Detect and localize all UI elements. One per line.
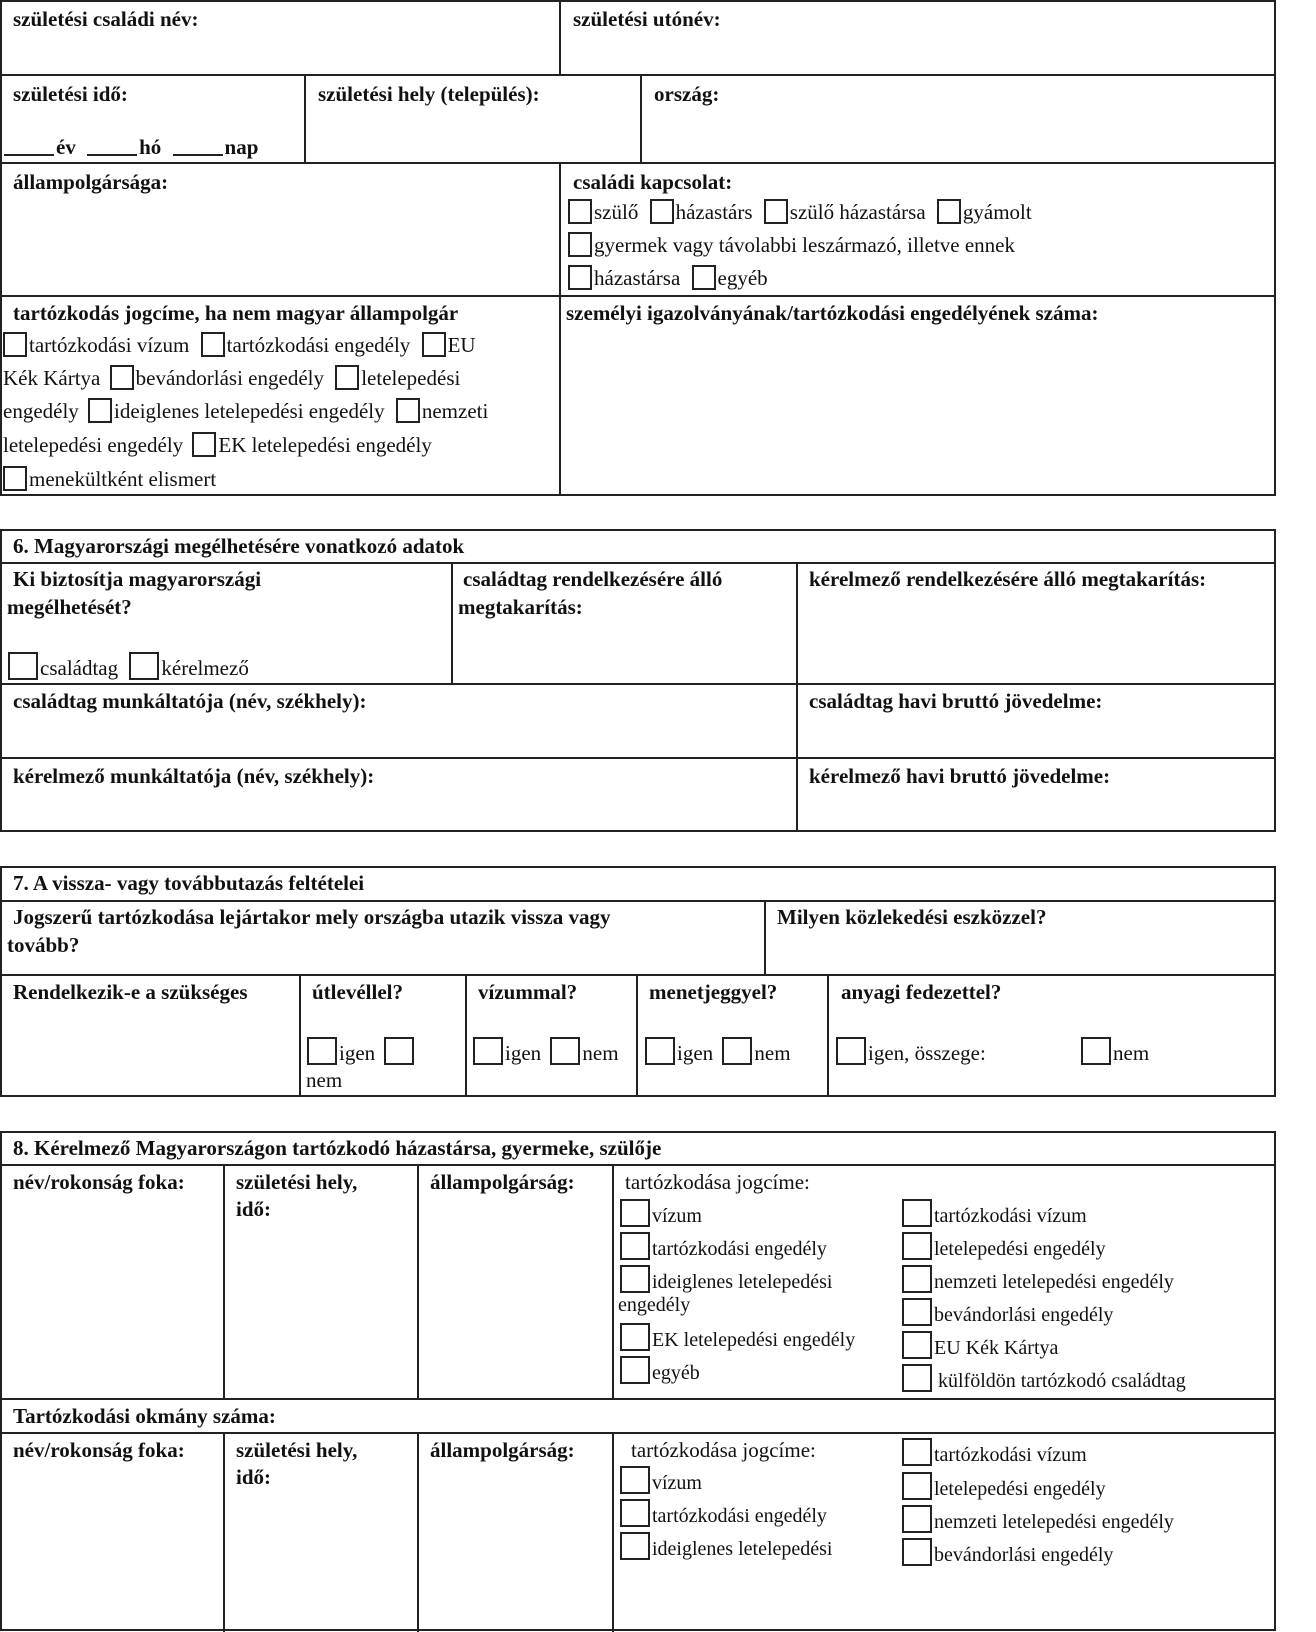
visa-no-label: nem xyxy=(582,1041,619,1065)
r1-visa-label: vízum xyxy=(652,1205,702,1227)
r2-permit-checkbox[interactable] xyxy=(620,1499,650,1527)
row-divider xyxy=(0,1398,1276,1400)
ticket-label: menetjeggyel? xyxy=(649,980,778,1004)
applicant-savings-label: kérelmező rendelkezésére álló megtakarítás: xyxy=(809,567,1207,591)
r1-res-visa-label: tartózkodási vízum xyxy=(934,1205,1087,1227)
r2-nat-label: nemzeti letelepedési engedély xyxy=(934,1511,1174,1533)
r2-settle-option xyxy=(902,1472,1106,1501)
r1-eu-checkbox[interactable] xyxy=(902,1331,932,1359)
applicant-checkbox[interactable] xyxy=(129,652,159,680)
r2-settle-checkbox[interactable] xyxy=(902,1472,932,1500)
relative-basis-label: tartózkodása jogcíme: xyxy=(625,1170,810,1194)
r1-res-visa-checkbox[interactable] xyxy=(902,1199,932,1227)
settlement-permit-label-cont: engedély xyxy=(3,399,79,423)
r1-ek-option xyxy=(620,1323,855,1352)
funds-options xyxy=(836,1037,986,1066)
relative-name-label: név/rokonság foka: xyxy=(13,1170,185,1194)
r1-visa-checkbox[interactable] xyxy=(620,1199,650,1227)
transport-question: Milyen közlekedési eszközzel? xyxy=(777,905,1047,929)
family-savings-label-1: családtag rendelkezésére álló xyxy=(463,567,723,591)
section-8-title: 8. Kérelmező Magyarországon tartózkodó házastársa, gyermeke, szülője xyxy=(13,1136,662,1160)
month-label: hó xyxy=(139,135,162,159)
r1-temp-label: ideiglenes letelepedési xyxy=(652,1271,833,1293)
col-divider xyxy=(417,1164,419,1398)
family-income-label: családtag havi bruttó jövedelme: xyxy=(809,689,1103,713)
r2-immig-checkbox[interactable] xyxy=(902,1538,932,1566)
r2-temp-checkbox[interactable] xyxy=(620,1532,650,1560)
row-divider xyxy=(0,757,1276,759)
parent-spouse-checkbox[interactable] xyxy=(764,199,788,224)
ticket-options xyxy=(645,1037,791,1066)
residence-permit-label: tartózkodási engedély xyxy=(226,333,411,357)
temp-settlement-checkbox[interactable] xyxy=(88,398,112,423)
col-divider xyxy=(304,74,306,162)
col-divider xyxy=(465,974,467,1097)
r2-temp-option xyxy=(620,1532,832,1561)
col-divider xyxy=(764,900,766,974)
relative-birth-label-2: idő: xyxy=(236,1197,272,1221)
applicant-label: kérelmező xyxy=(161,656,249,680)
spouse-checkbox[interactable] xyxy=(650,199,674,224)
funds-label: anyagi fedezettel? xyxy=(841,980,1002,1004)
visa-yes-checkbox[interactable] xyxy=(473,1037,503,1065)
col-divider xyxy=(559,162,561,496)
col-divider xyxy=(636,974,638,1097)
r1-nat-label: nemzeti letelepedési engedély xyxy=(934,1271,1174,1293)
r2-res-visa-checkbox[interactable] xyxy=(902,1438,932,1466)
child-option-label: gyermek vagy távolabbi leszármazó, illetve ennek xyxy=(594,233,1015,257)
day-blank[interactable] xyxy=(173,154,223,156)
r1-permit-label: tartózkodási engedély xyxy=(652,1238,827,1260)
visa-no-checkbox[interactable] xyxy=(550,1037,580,1065)
birth-date-label: születési idő: xyxy=(13,82,128,106)
ward-checkbox[interactable] xyxy=(937,199,961,224)
r2-nat-checkbox[interactable] xyxy=(902,1505,932,1533)
family-member-label: családtag xyxy=(40,656,119,680)
spouse-option-label: házastárs xyxy=(675,200,753,224)
r2-permit-label: tartózkodási engedély xyxy=(652,1505,827,1527)
provider-options xyxy=(8,652,249,681)
residence-visa-checkbox[interactable] xyxy=(3,332,27,357)
residence-row-2 xyxy=(3,365,460,391)
r1-eu-label: EU Kék Kártya xyxy=(934,1337,1059,1359)
id-number-label: személyi igazolványának/tartózkodási engedélyének száma: xyxy=(566,301,1099,325)
r1-eu-option xyxy=(902,1331,1058,1360)
r1-immig-option xyxy=(902,1298,1113,1327)
family-member-checkbox[interactable] xyxy=(8,652,38,680)
birth-place-label: születési hely (település): xyxy=(318,82,540,106)
r2-res-visa-option xyxy=(902,1438,1087,1467)
national-settlement-label: nemzeti xyxy=(421,399,489,423)
r1-other-option xyxy=(620,1356,700,1385)
r2-immig-label: bevándorlási engedély xyxy=(934,1544,1114,1566)
year-label: év xyxy=(56,135,76,159)
refugee-checkbox[interactable] xyxy=(3,466,27,491)
citizenship-label: állampolgársága: xyxy=(13,170,169,194)
r1-abroad-label: külföldön tartózkodó családtag xyxy=(938,1370,1186,1392)
national-settlement-checkbox[interactable] xyxy=(396,398,420,423)
col-divider xyxy=(559,0,561,74)
applicant-income-label: kérelmező havi bruttó jövedelme: xyxy=(809,764,1111,788)
r1-visa-option xyxy=(620,1199,702,1228)
immigration-permit-checkbox[interactable] xyxy=(110,365,134,390)
r1-other-label: egyéb xyxy=(652,1362,700,1384)
col-divider xyxy=(612,1164,614,1398)
r1-other-checkbox[interactable] xyxy=(620,1356,650,1384)
eu-blue-card-label-cont: Kék Kártya xyxy=(3,366,101,390)
relative-2-basis-label: tartózkodása jogcíme: xyxy=(631,1438,816,1462)
col-divider xyxy=(223,1432,225,1632)
r2-temp-label: ideiglenes letelepedési xyxy=(652,1538,833,1560)
eu-blue-card-label: EU xyxy=(447,333,476,357)
refugee-label: menekültként elismert xyxy=(29,467,217,491)
birth-date-fields xyxy=(4,135,258,160)
row-divider xyxy=(0,1164,1276,1166)
residence-row-3 xyxy=(3,398,488,424)
relative-citizenship-label: állampolgárság: xyxy=(430,1170,575,1194)
ticket-yes-checkbox[interactable] xyxy=(645,1037,675,1065)
ek-settlement-label: EK letelepedési engedély xyxy=(218,433,432,457)
relation-row-3 xyxy=(568,265,768,291)
applicant-employer-label: kérelmező munkáltatója (név, székhely): xyxy=(13,764,375,788)
r1-nat-checkbox[interactable] xyxy=(902,1265,932,1293)
r1-res-visa-option xyxy=(902,1199,1087,1228)
return-country-question-2: tovább? xyxy=(7,933,80,957)
r1-temp-option xyxy=(620,1265,832,1294)
r1-ek-checkbox[interactable] xyxy=(620,1323,650,1351)
passport-label: útlevéllel? xyxy=(312,980,403,1004)
col-divider xyxy=(612,1432,614,1632)
col-divider xyxy=(640,74,642,162)
row-divider xyxy=(0,900,1276,902)
has-required-label: Rendelkezik-e a szükséges xyxy=(13,980,248,1004)
relation-row-2 xyxy=(568,232,1015,258)
who-provides-label-2: megélhetését? xyxy=(7,595,132,619)
relative-birth-label-1: születési hely, xyxy=(236,1170,358,1194)
ek-settlement-checkbox[interactable] xyxy=(192,432,216,457)
residence-row-4 xyxy=(3,432,432,458)
residence-row-5 xyxy=(3,466,216,492)
other-relation-label: egyéb xyxy=(717,266,768,290)
passport-yes-label: igen xyxy=(339,1041,376,1065)
family-savings-label-2: megtakarítás: xyxy=(458,595,583,619)
settlement-permit-checkbox[interactable] xyxy=(335,365,359,390)
r2-visa-option xyxy=(620,1466,702,1495)
r1-nat-option xyxy=(902,1265,1174,1294)
birth-given-name-label: születési utónév: xyxy=(573,7,721,31)
ward-option-label: gyámolt xyxy=(962,200,1032,224)
col-divider xyxy=(299,974,301,1097)
r1-permit-option xyxy=(620,1232,827,1261)
r1-temp-checkbox[interactable] xyxy=(620,1265,650,1293)
funds-yes-label: igen, összege: xyxy=(868,1041,986,1065)
relative-2-citizenship-label: állampolgárság: xyxy=(430,1438,575,1462)
r2-nat-option xyxy=(902,1505,1174,1534)
passport-options xyxy=(307,1037,416,1066)
col-divider xyxy=(827,974,829,1097)
parent-option-label: szülő xyxy=(594,200,639,224)
col-divider xyxy=(451,562,453,683)
r2-visa-label: vízum xyxy=(652,1472,702,1494)
row-divider xyxy=(0,295,1276,297)
col-divider xyxy=(796,562,798,832)
row-divider xyxy=(0,1432,1276,1434)
year-blank[interactable] xyxy=(4,154,54,156)
parent-checkbox[interactable] xyxy=(568,199,592,224)
relation-row-1 xyxy=(568,199,1032,225)
row-divider xyxy=(0,974,1276,976)
r1-settle-label: letelepedési engedély xyxy=(934,1238,1106,1260)
parent-spouse-option-label: szülő házastársa xyxy=(789,200,926,224)
section-6-title: 6. Magyarországi megélhetésére vonatkozó adatok xyxy=(13,534,465,558)
section-7-title: 7. A vissza- vagy továbbutazás feltételei xyxy=(13,871,365,895)
col-divider xyxy=(223,1164,225,1398)
r1-settle-option xyxy=(902,1232,1106,1261)
funds-yes-checkbox[interactable] xyxy=(836,1037,866,1065)
immigration-permit-label: bevándorlási engedély xyxy=(135,366,324,390)
r1-immig-label: bevándorlási engedély xyxy=(934,1304,1114,1326)
r2-res-visa-label: tartózkodási vízum xyxy=(934,1444,1087,1466)
row-divider xyxy=(0,162,1276,164)
residence-visa-label: tartózkodási vízum xyxy=(29,333,190,357)
r2-permit-option xyxy=(620,1499,827,1528)
r1-ek-label: EK letelepedési engedély xyxy=(652,1329,856,1351)
day-label: nap xyxy=(224,135,259,159)
row-divider xyxy=(0,74,1276,76)
funds-no-label: nem xyxy=(1113,1041,1150,1065)
country-label: ország: xyxy=(654,82,720,106)
child-spouse-option-label: házastársa xyxy=(594,266,681,290)
other-relation-checkbox[interactable] xyxy=(692,265,716,290)
ticket-no-checkbox[interactable] xyxy=(722,1037,752,1065)
residence-basis-label: tartózkodás jogcíme, ha nem magyar állampolgár xyxy=(13,301,459,325)
visa-yes-label: igen xyxy=(505,1041,542,1065)
r1-abroad-checkbox[interactable] xyxy=(902,1364,932,1392)
r2-immig-option xyxy=(902,1538,1113,1567)
settlement-permit-label: letelepedési xyxy=(361,366,461,390)
r1-immig-checkbox[interactable] xyxy=(902,1298,932,1326)
passport-no-checkbox[interactable] xyxy=(384,1037,414,1065)
visa-options xyxy=(473,1037,619,1066)
r1-temp-label-cont: engedély xyxy=(618,1294,691,1316)
r1-settle-checkbox[interactable] xyxy=(902,1232,932,1260)
child-checkbox[interactable] xyxy=(568,232,592,257)
ticket-no-label: nem xyxy=(754,1041,791,1065)
birth-family-name-label: születési családi név: xyxy=(13,7,199,31)
funds-no-checkbox[interactable] xyxy=(1081,1037,1111,1065)
relative-2-birth-label-2: idő: xyxy=(236,1465,272,1489)
r2-settle-label: letelepedési engedély xyxy=(934,1478,1106,1500)
row-divider xyxy=(0,562,1276,564)
relative-2-name-label: név/rokonság foka: xyxy=(13,1438,185,1462)
passport-no-label: nem xyxy=(306,1068,343,1092)
col-divider xyxy=(417,1432,419,1632)
funds-no-option xyxy=(1081,1037,1149,1066)
who-provides-label-1: Ki biztosítja magyarországi xyxy=(13,567,262,591)
temp-settlement-label: ideiglenes letelepedési engedély xyxy=(114,399,385,423)
ticket-yes-label: igen xyxy=(677,1041,714,1065)
row-divider xyxy=(0,683,1276,685)
visa-label: vízummal? xyxy=(478,980,578,1004)
passport-yes-checkbox[interactable] xyxy=(307,1037,337,1065)
national-settlement-label-cont: letelepedési engedély xyxy=(3,433,184,457)
family-employer-label: családtag munkáltatója (név, székhely): xyxy=(13,689,367,713)
residence-permit-checkbox[interactable] xyxy=(201,332,225,357)
month-blank[interactable] xyxy=(87,154,137,156)
residence-row-1 xyxy=(3,332,476,358)
child-spouse-checkbox[interactable] xyxy=(568,265,592,290)
eu-blue-card-checkbox[interactable] xyxy=(422,332,446,357)
residence-document-number-label: Tartózkodási okmány száma: xyxy=(13,1404,276,1428)
relative-2-birth-label-1: születési hely, xyxy=(236,1438,358,1462)
r2-visa-checkbox[interactable] xyxy=(620,1466,650,1494)
r1-abroad-option xyxy=(902,1364,1186,1393)
r1-permit-checkbox[interactable] xyxy=(620,1232,650,1260)
family-relation-label: családi kapcsolat: xyxy=(573,170,733,194)
return-country-question-1: Jogszerű tartózkodása lejártakor mely országba utazik vissza vagy xyxy=(13,905,611,929)
